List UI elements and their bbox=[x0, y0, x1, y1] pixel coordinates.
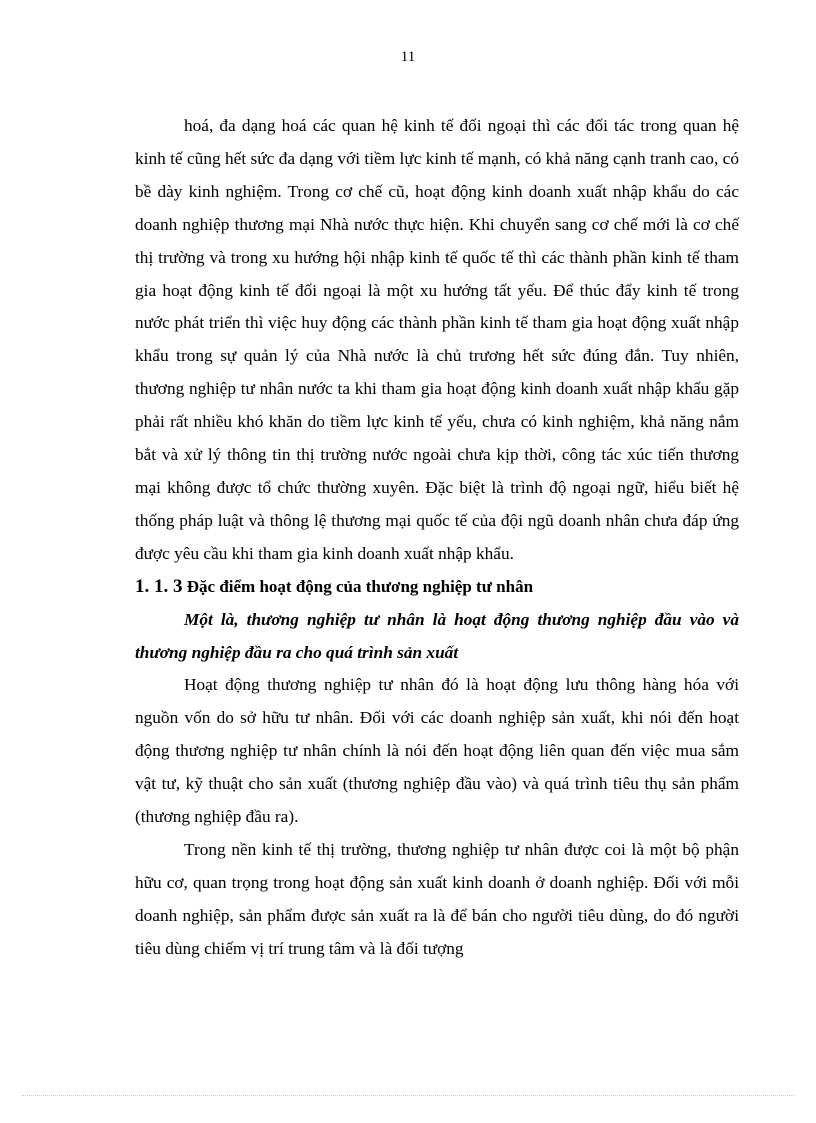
section-heading bbox=[135, 571, 739, 604]
section-heading-number: 1. 1. 3 bbox=[135, 575, 183, 597]
section-heading-title: Đặc điểm hoạt động của thương nghiệp tư nhân bbox=[186, 576, 534, 596]
paragraph-private-commerce: Hoạt động thương nghiệp tư nhân đó là hoạt động lưu thông hàng hóa với nguồn vốn do sở hữu tư nhân. Đối với các doanh nghiệp sản xuất, khi nói đến hoạt động thương nghiệp tư nhân chính là nói đến hoạt động liên quan đến việc mua sắm vật tư, kỹ thuật cho sản xuất (thương nghiệp đầu vào) và quá trình tiêu thụ sản phẩm (thương nghiệp đầu ra). bbox=[135, 675, 739, 827]
body-text bbox=[135, 110, 739, 966]
page-number: 11 bbox=[400, 49, 416, 65]
sub-heading: Một là, thương nghiệp tư nhân là hoạt động thương nghiệp đầu vào và thương nghiệp đầu ra cho quá trình sản xuất bbox=[135, 609, 739, 662]
footer-divider bbox=[22, 1095, 794, 1096]
paragraph-market-economy: Trong nền kinh tế thị trường, thương nghiệp tư nhân được coi là một bộ phận hữu cơ, quan trọng trong hoạt động sản xuất kinh doanh ở doanh nghiệp. Đối với mỗi doanh nghiệp, sản phẩm được sản xuất ra là để bán cho người tiêu dùng, do đó người tiêu dùng chiếm vị trí trung tâm và là đối tượng bbox=[135, 839, 739, 958]
paragraph-trade-partners: hoá, đa dạng hoá các quan hệ kinh tế đối ngoại thì các đối tác trong quan hệ kinh tế cũng hết sức đa dạng với tiềm lực kinh tế mạnh, có khả năng cạnh tranh cao, có bề dày kinh nghiệm. Trong cơ chế cũ, hoạt động kinh doanh xuất nhập khẩu do các doanh nghiệp thương mại Nhà nước thực hiện. Khi chuyển sang cơ chế mới là cơ chế thị trường và trong xu hướng hội nhập kinh tế quốc tế thì các thành phần kinh tế tham gia hoạt động kinh tế đối ngoại là một xu hướng tất yếu. Để thúc đẩy kinh tế trong nước phát triển thì việc huy động các thành phần kinh tế tham gia hoạt động xuất nhập khẩu trong sự quản lý của Nhà nước là chủ trương hết sức đúng đắn. Tuy nhiên, thương nghiệp tư nhân nước ta khi tham gia hoạt động kinh doanh xuất nhập khẩu gặp phải rất nhiều khó khăn do tiềm lực kinh tế yếu, chưa có kinh nghiệm, khả năng nắm bắt và xử lý thông tin thị trường nước ngoài chưa kịp thời, công tác xúc tiến thương mại không được tổ chức thường xuyên. Đặc biệt là trình độ ngoại ngữ, hiểu biết hệ thống pháp luật và thông lệ thương mại quốc tế của đội ngũ doanh nhân chưa đáp ứng được yêu cầu khi tham gia kinh doanh xuất nhập khẩu. bbox=[135, 116, 739, 563]
